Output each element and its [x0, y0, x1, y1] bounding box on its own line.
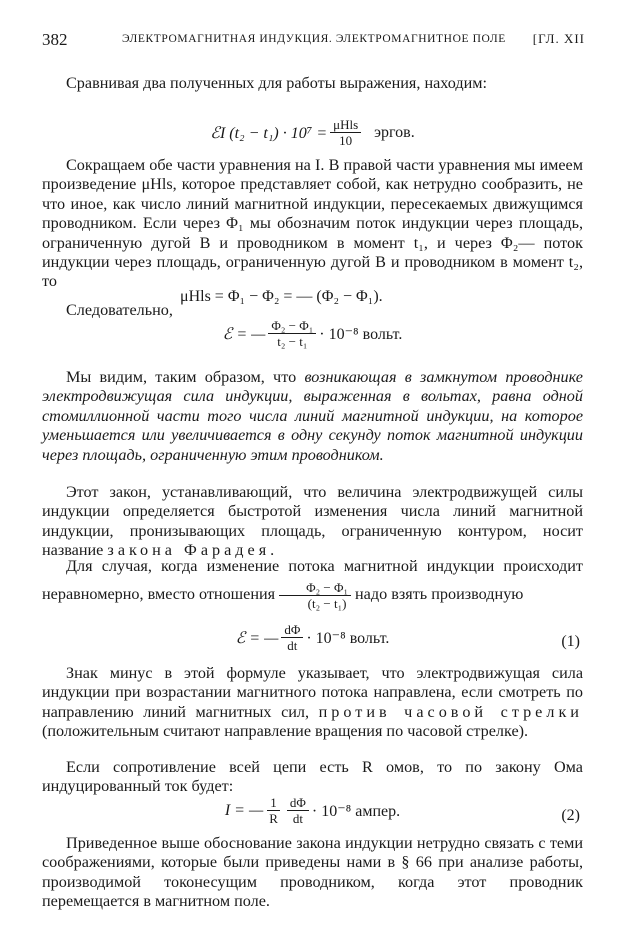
equation-1-tail: · 10⁻⁸ вольт. [306, 629, 390, 647]
equation-2-lhs: I = — [224, 801, 264, 819]
paragraph-5 [42, 483, 583, 561]
running-title: ЭЛЕКТРОМАГНИТНАЯ ИНДУКЦИЯ. ЭЛЕКТРОМАГНИТНОЕ ПОЛЕ [122, 33, 506, 45]
chapter-label: [ГЛ. XII [532, 31, 585, 46]
paragraph-4-lead: Мы видим, таким образом, что [66, 368, 305, 386]
paragraph-7-lead: Знак минус в этой формуле указывает, что электродвижущая сила индукции при возрастании магнитного потока направлена, если смотреть по направлению линий магнитных сил, [42, 664, 583, 721]
fraction-numerator: Φ₂ − Φ₁ [279, 580, 351, 596]
equation-2-fraction-1 [266, 795, 281, 826]
equation-1 [42, 622, 583, 662]
equation-2 [42, 795, 583, 837]
equation-flux-text: μHls = Φ₁ − Φ₂ = — (Φ₂ − Φ₁). [180, 288, 383, 305]
fraction-denominator: (t₂ − t₁) [307, 596, 347, 611]
equation-1-lhs: ℰ = — [235, 629, 279, 647]
equation-number: (2) [561, 807, 580, 824]
equation-1-fraction [281, 622, 303, 653]
fraction-denominator: 10 [339, 133, 353, 148]
equation-emf-tail: · 10⁻⁸ вольт. [319, 325, 403, 343]
equation-number: (1) [561, 633, 580, 650]
fraction-numerator: Φ₂ − Φ₁ [268, 318, 316, 334]
equation-work-fraction [330, 117, 361, 148]
page-header [42, 30, 585, 52]
fraction-denominator: dt [287, 638, 298, 653]
paragraph-9: Приведенное выше обоснование закона индукции нетрудно связать с теми соображениями, которые были приведены нами в § 66 при анализе работы, производимой токонесущим проводником, когда этот проводник перемещается в магнитном поле. [42, 834, 583, 911]
fraction-denominator: dt [292, 811, 303, 826]
paragraph-7-spaced: против часовой стрелки [318, 702, 583, 721]
paragraph-5-lead: Этот закон, устанавливающий, что величина электродвижущей силы индукции определяется быстротой изменения числа линий магнитной индукции, пронизывающих площадь, ограниченную контуром, носит название [42, 483, 583, 560]
page-number: 382 [42, 30, 68, 49]
equation-emf [42, 318, 583, 358]
equation-work [42, 117, 583, 151]
paragraph-5-spaced: закона Фарадея. [107, 541, 279, 560]
paragraph-3: Следовательно, [66, 301, 173, 319]
fraction-numerator: μHls [330, 117, 361, 133]
paragraph-7-end: (положительным считают направление вращения по часовой стрелке). [42, 722, 529, 741]
paragraph-6-end: надо взять производную [355, 585, 524, 604]
inline-fraction [279, 580, 351, 611]
fraction-numerator: 1 [267, 795, 280, 811]
paragraph-2: Сокращаем обе части уравнения на I. В правой части уравнения мы имеем произведение μHls, которое представляет собой, как нетрудно сообразить, не что иное, как число линий магнитной индукции, пересекаемых движущимся проводником. Если через Φ₁ мы обозначим поток индукции через площадь, ограниченную дугой B и проводником в момент t₁, и через Φ₂— поток индукции через площадь, ограниченную дугой B и проводником в момент t₂, то [42, 156, 583, 291]
paragraph-6-lead: Для случая, когда изменение потока магнитной индукции происходит неравномерно, вместо отношения [42, 557, 583, 604]
paragraph-6 [42, 552, 583, 611]
paragraph-4 [42, 368, 583, 465]
equation-emf-fraction [268, 318, 316, 349]
fraction-denominator: R [269, 811, 278, 826]
equation-2-fraction-2 [287, 795, 309, 826]
fraction-numerator: dΦ [287, 795, 309, 811]
equation-2-tail: · 10⁻⁸ ампер. [311, 802, 401, 820]
paragraph-1: Сравнивая два полученных для работы выражения, находим: [66, 74, 488, 92]
paragraph-4-italic: возникающая в замкнутом проводнике электродвижущая сила индукции, выраженная в вольтах, равна одной стомиллионной части того числа линий магнитной индукции, на которое уменьшается или увеличивается в одну секунду поток магнитной индукции через площадь, ограниченную этим проводником. [42, 368, 583, 464]
paragraph-7 [42, 664, 583, 742]
equation-work-lhs: ℰI (t₂ − t₁) · 10⁷ = [210, 124, 328, 142]
fraction-denominator: t₂ − t₁ [277, 334, 308, 349]
equation-emf-lhs: ℰ = — [222, 325, 266, 343]
paragraph-8: Если сопротивление всей цепи есть R омов, то по закону Ома индуцированный ток будет: [42, 758, 583, 796]
equation-work-unit: эргов. [374, 123, 415, 141]
fraction-numerator: dΦ [281, 622, 303, 638]
